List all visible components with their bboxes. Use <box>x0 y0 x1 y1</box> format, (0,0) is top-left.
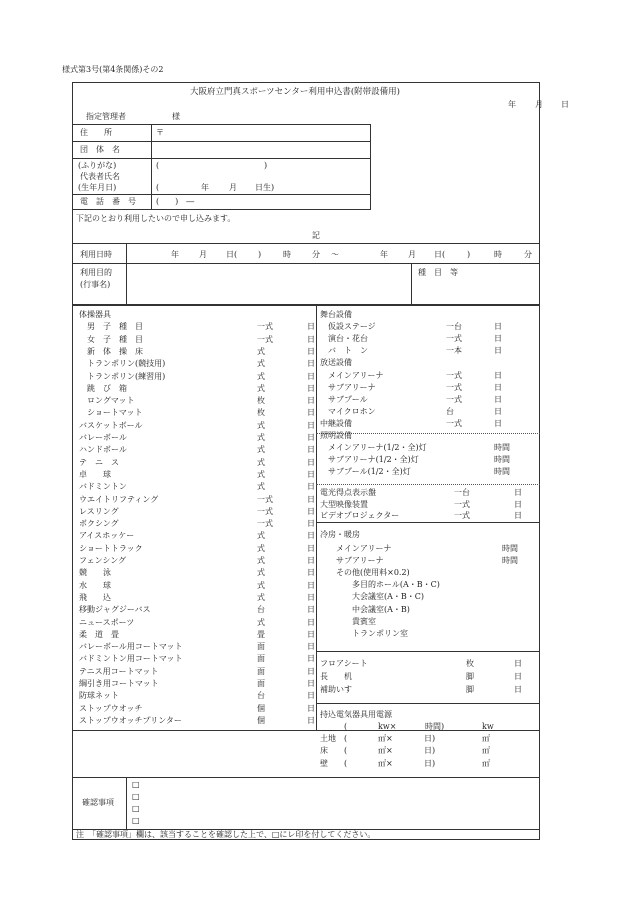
equipment-row-col-0: 競 泳 <box>79 568 111 578</box>
equipment-row-col-1: 式 <box>257 346 265 356</box>
manager-label: 指定管理者 <box>86 112 126 121</box>
power-row-col-3: 日) <box>424 734 436 743</box>
floor-row-col-0: フロアシート <box>320 659 368 668</box>
kw-unit: kw <box>482 722 494 731</box>
confirm-item-col-0: □ <box>132 804 140 813</box>
form-id: 様式第3号(第4条関係)その2 <box>62 65 164 74</box>
equipment-row-col-2: 日 <box>307 679 315 688</box>
dt1-year: 年 <box>171 250 179 259</box>
phone-label: 電 話 番 号 <box>80 197 136 206</box>
ki-heading: 記 <box>312 231 320 240</box>
equipment-row-col-2: 日 <box>307 445 315 455</box>
form-title: 大阪府立門真スポーツセンター利用申込書(附帯設備用) <box>190 87 400 97</box>
dob-month: 月 <box>229 183 237 192</box>
equipment-row-col-0: 跳 び 箱 <box>79 383 127 393</box>
equipment-row-col-2: 日 <box>307 519 315 529</box>
date-day: 日 <box>561 100 569 109</box>
stage-row-col-0: 演台・花台 <box>320 334 368 344</box>
dt1-day: 日( <box>226 250 238 259</box>
power-row-col-0: 床 <box>320 746 328 756</box>
equipment-row-col-1: 式 <box>257 445 265 455</box>
equipment-row-col-1: 台 <box>257 605 265 615</box>
equipment-row-col-0: 体操器具 <box>79 310 111 319</box>
stage-row-col-0: バ ト ン <box>320 346 368 356</box>
floor-row-col-2: 日 <box>514 685 522 694</box>
footnote: 注 「確認事項」欄は、該当することを確認した上で、□にレ印を付してください。 <box>76 830 376 839</box>
equipment-row-col-1: 一式 <box>257 506 273 516</box>
floor-equipment-list <box>320 658 538 698</box>
furigana-close: ) <box>264 161 268 170</box>
equipment-row-col-0: ロングマット <box>79 396 135 406</box>
power-heading: 持込電気器具用電源 <box>320 710 392 719</box>
power-row-col-2: ㎡× <box>378 746 393 756</box>
power-row-col-2: ㎡× <box>378 758 393 768</box>
equipment-row-col-2: 日 <box>307 359 315 369</box>
power-row-col-1: ( <box>344 746 348 756</box>
equipment-row-col-1: 式 <box>257 371 265 381</box>
aircon-row-col-0: トランポリン室 <box>320 628 408 638</box>
equipment-row-col-1: 式 <box>257 420 265 430</box>
stage-row-col-1: 一台 <box>446 322 462 332</box>
equipment-row-col-0: 移動ジャグジーバス <box>79 605 151 615</box>
aircon-row-col-1: 時間 <box>502 556 518 566</box>
aircon-list <box>320 543 538 643</box>
equipment-row-col-0: ウエイトリフティング <box>79 494 159 504</box>
datetime-label: 利用日時 <box>80 250 112 259</box>
display-row-col-1: 一式 <box>454 499 470 509</box>
display-row-col-2: 日 <box>514 488 522 497</box>
power-row-col-2: ㎡× <box>378 734 393 743</box>
power-row-col-0: 壁 <box>320 758 328 768</box>
equipment-row-col-1: 式 <box>257 556 265 565</box>
equipment-row-col-2: 日 <box>307 457 315 467</box>
equipment-row-col-1: 枚 <box>257 396 265 406</box>
stage-equipment-list <box>320 309 538 479</box>
equipment-row-col-1: 式 <box>257 482 265 492</box>
equipment-row-col-1: 式 <box>257 469 265 479</box>
equipment-row-col-0: フェンシング <box>79 556 127 565</box>
stage-row-col-1: 一式 <box>446 418 462 428</box>
equipment-row-col-1: 面 <box>257 666 265 676</box>
equipment-row-col-1: 式 <box>257 617 265 627</box>
phone-field[interactable]: ( ) ― <box>156 197 195 206</box>
equipment-row-col-0: ストップウオッチプリンター <box>79 715 182 725</box>
power-row-col-3: 日) <box>424 758 436 768</box>
stage-row-col-0: 中継設備 <box>320 418 352 428</box>
tilde: ～ <box>331 250 339 259</box>
confirm-items <box>132 779 532 829</box>
display-equipment-list <box>320 487 538 521</box>
furigana-open: ( <box>156 161 160 170</box>
equipment-row-col-2: 日 <box>307 494 315 504</box>
equipment-row-col-1: 一式 <box>257 334 273 344</box>
equipment-row-col-0: バレーボール用コートマット <box>79 642 183 652</box>
group-name-field[interactable] <box>156 146 366 155</box>
dt1-minute: 分 <box>312 250 320 259</box>
stage-row-col-1: 一本 <box>446 346 462 356</box>
dob-open: ( <box>156 183 160 192</box>
stage-row-col-2: 時間 <box>494 455 510 465</box>
equipment-row-col-2: 日 <box>307 691 315 701</box>
equipment-row-col-2: 日 <box>307 654 315 664</box>
display-row-col-0: 大型映像装置 <box>320 499 368 509</box>
power-row-col-1: ( <box>344 758 348 768</box>
equipment-row-col-0: ストップウオッチ <box>79 703 143 713</box>
stage-row-col-0: メインアリーナ <box>320 370 384 380</box>
aircon-row-col-0: 多目的ホール(A・B・C) <box>320 580 440 590</box>
equipment-row-col-2: 日 <box>307 592 315 602</box>
equipment-row-col-2: 日 <box>307 642 315 652</box>
equipment-row-col-0: 柔 道 畳 <box>79 629 119 639</box>
display-row-col-0: ビデオプロジェクター <box>320 511 400 520</box>
equipment-row-col-1: 式 <box>257 592 265 602</box>
kw-times: kw× <box>378 722 397 731</box>
equipment-row-col-1: 式 <box>257 531 265 541</box>
equipment-row-col-1: 個 <box>257 715 265 725</box>
stage-row-col-0: 仮設ステージ <box>320 322 376 332</box>
equipment-row-col-1: 式 <box>257 543 265 553</box>
address-label: 住 所 <box>80 128 112 137</box>
stage-row-col-0: メインアリーナ(1/2・全)灯 <box>320 443 427 453</box>
stage-row-col-0: 放送設備 <box>320 358 352 368</box>
dt1-month: 月 <box>199 250 207 259</box>
stage-row-col-2: 日 <box>494 406 502 416</box>
stage-row-col-1: 一式 <box>446 382 462 392</box>
floor-row-col-2: 日 <box>514 672 522 681</box>
dt1-hour: 時 <box>283 250 291 259</box>
aircon-row-col-0: 貴賓室 <box>320 616 376 626</box>
equipment-row-col-1: 一式 <box>257 322 273 332</box>
equipment-row-col-1: 一式 <box>257 519 273 529</box>
representative-label: 代表者氏名 <box>80 172 120 181</box>
stage-row-col-0: マイクロホン <box>320 406 376 416</box>
equipment-row-col-2: 日 <box>307 420 315 430</box>
address-field[interactable]: 〒 <box>156 128 164 137</box>
equipment-row-col-1: 枚 <box>257 408 265 418</box>
equipment-row-col-2: 日 <box>307 543 315 553</box>
aircon-row-col-0: その他(使用料×0.2) <box>320 568 410 578</box>
dt2-hour: 時 <box>494 250 502 259</box>
equipment-row-col-1: 式 <box>257 433 265 442</box>
dt2-day: 日( <box>434 250 446 259</box>
confirm-label: 確認事項 <box>82 798 114 807</box>
display-row-col-1: 一式 <box>454 511 470 520</box>
display-row-col-2: 日 <box>514 511 522 520</box>
equipment-row-col-0: トランポリン(競技用) <box>79 359 166 369</box>
equipment-row-col-0: バレーボール <box>79 433 127 442</box>
floor-row-col-0: 長 机 <box>320 672 352 681</box>
equipment-row-col-0: 防球ネット <box>79 691 119 701</box>
stage-row-col-0: サブプール(1/2・全)灯 <box>320 467 411 477</box>
confirm-item-col-0: □ <box>132 780 140 789</box>
equipment-row-col-2: 日 <box>307 408 315 418</box>
stage-row-col-2: 日 <box>494 346 502 356</box>
confirm-item-col-0: □ <box>132 816 140 825</box>
stage-row-col-2: 日 <box>494 334 502 344</box>
kw-open: ( <box>344 722 348 731</box>
stage-row-col-2: 日 <box>494 370 502 380</box>
equipment-row-col-1: 個 <box>257 703 265 713</box>
equipment-row-col-1: 式 <box>257 457 265 467</box>
sports-equipment-list <box>79 309 315 729</box>
floor-row-col-0: 補助いす <box>320 685 352 694</box>
aircon-row-col-0: 中会議室(A・B) <box>320 604 410 614</box>
equipment-row-col-0: 女 子 種 目 <box>79 334 143 344</box>
equipment-row-col-0: テニス用コートマット <box>79 666 159 676</box>
equipment-row-col-0: 卓 球 <box>79 469 111 479</box>
stage-row-col-2: 日 <box>494 382 502 392</box>
equipment-row-col-2: 日 <box>307 715 315 725</box>
stage-row-col-0: サブアリーナ(1/2・全)灯 <box>320 455 419 465</box>
intro-text: 下記のとおり利用したいので申し込みます。 <box>76 214 236 223</box>
type-label: 種 目 等 <box>418 268 458 277</box>
equipment-row-col-0: アイスホッケー <box>79 531 135 541</box>
equipment-row-col-2: 日 <box>307 482 315 492</box>
stage-row-col-1: 一式 <box>446 394 462 404</box>
equipment-row-col-0: 綱引き用コートマット <box>79 679 159 688</box>
stage-row-col-2: 時間 <box>494 443 510 453</box>
power-area-list <box>320 733 538 771</box>
equipment-row-col-0: レスリング <box>79 506 119 516</box>
power-row-col-0: 土地 <box>320 734 336 743</box>
equipment-row-col-0: バドミントン <box>79 482 127 492</box>
power-row-col-3: 日) <box>424 746 436 756</box>
floor-row-col-1: 脚 <box>466 685 474 694</box>
equipment-row-col-1: 畳 <box>257 629 265 639</box>
aircon-row-col-1: 時間 <box>502 544 518 553</box>
equipment-row-col-2: 日 <box>307 322 315 332</box>
group-name-label: 団 体 名 <box>80 145 120 154</box>
stage-row-col-1: 台 <box>446 406 454 416</box>
dob-day: 日生) <box>255 183 275 192</box>
equipment-row-col-2: 日 <box>307 629 315 639</box>
equipment-row-col-0: ショートマット <box>79 408 143 418</box>
power-row-col-4: ㎡ <box>482 734 490 743</box>
equipment-row-col-1: 式 <box>257 568 265 578</box>
equipment-row-col-2: 日 <box>307 703 315 713</box>
equipment-row-col-2: 日 <box>307 506 315 516</box>
power-row-col-4: ㎡ <box>482 746 490 756</box>
equipment-row-col-1: 式 <box>257 383 265 393</box>
equipment-row-col-2: 日 <box>307 433 315 442</box>
honorific: 様 <box>172 112 180 121</box>
stage-row-col-0: 照明設備 <box>320 431 352 440</box>
furigana-label: (ふりがな) <box>78 161 117 170</box>
equipment-row-col-0: ハンドボール <box>79 445 127 455</box>
aircon-heading: 冷房・暖房 <box>320 530 360 539</box>
kw-hours: 時間) <box>425 722 445 731</box>
equipment-row-col-2: 日 <box>307 383 315 393</box>
power-row-col-1: ( <box>344 734 348 743</box>
equipment-row-col-2: 日 <box>307 371 315 381</box>
aircon-row-col-0: サブアリーナ <box>320 556 384 566</box>
power-row-col-4: ㎡ <box>482 758 490 768</box>
purpose-label: 利用目的 <box>80 268 112 277</box>
stage-row-col-2: 時間 <box>494 467 510 477</box>
equipment-row-col-2: 日 <box>307 396 315 406</box>
dt2-month: 月 <box>408 250 416 259</box>
equipment-row-col-1: 一式 <box>257 494 273 504</box>
equipment-row-col-0: 男 子 種 目 <box>79 322 143 332</box>
stage-row-col-2: 日 <box>494 322 502 332</box>
stage-row-col-0: サブプール <box>320 394 368 404</box>
equipment-row-col-2: 日 <box>307 469 315 479</box>
floor-row-col-2: 日 <box>514 659 522 668</box>
equipment-row-col-0: ショートトラック <box>79 543 143 553</box>
equipment-row-col-0: 水 球 <box>79 580 111 590</box>
equipment-row-col-1: 面 <box>257 642 265 652</box>
equipment-row-col-2: 日 <box>307 334 315 344</box>
equipment-row-col-0: テ ニ ス <box>79 457 119 467</box>
equipment-row-col-1: 面 <box>257 679 265 688</box>
equipment-row-col-0: 新 体 操 床 <box>79 346 143 356</box>
equipment-row-col-2: 日 <box>307 617 315 627</box>
aircon-row-col-0: メインアリーナ <box>320 544 392 553</box>
floor-row-col-1: 枚 <box>466 659 474 668</box>
display-row-col-2: 日 <box>514 499 522 509</box>
dt2-year: 年 <box>380 250 388 259</box>
stage-row-col-2: 日 <box>494 418 502 428</box>
date-year: 年 <box>508 100 516 109</box>
equipment-row-col-2: 日 <box>307 605 315 615</box>
equipment-row-col-1: 式 <box>257 359 265 369</box>
equipment-row-col-2: 日 <box>307 580 315 590</box>
display-row-col-1: 一台 <box>454 488 470 497</box>
dt2-close: ) <box>467 250 471 259</box>
stage-row-col-0: 舞台設備 <box>320 310 352 319</box>
birthdate-label: (生年月日) <box>78 183 117 192</box>
equipment-row-col-1: 式 <box>257 580 265 590</box>
equipment-row-col-2: 日 <box>307 568 315 578</box>
equipment-row-col-0: 飛 込 <box>79 592 111 602</box>
confirm-item-col-0: □ <box>132 792 140 801</box>
equipment-row-col-0: バドミントン用コートマット <box>79 654 183 664</box>
equipment-row-col-0: バスケットボール <box>79 420 143 430</box>
dt2-minute: 分 <box>524 250 532 259</box>
floor-row-col-1: 脚 <box>466 672 474 681</box>
equipment-row-col-0: ニュースポーツ <box>79 617 135 627</box>
stage-row-col-1: 一式 <box>446 334 462 344</box>
equipment-row-col-0: トランポリン(練習用) <box>79 371 166 381</box>
date-month: 月 <box>535 100 543 109</box>
dob-year: 年 <box>201 183 209 192</box>
equipment-row-col-2: 日 <box>307 556 315 565</box>
aircon-row-col-0: 大会議室(A・B・C) <box>320 592 425 602</box>
equipment-row-col-0: ボクシング <box>79 519 119 529</box>
stage-row-col-0: サブアリーナ <box>320 382 376 392</box>
stage-row-col-2: 日 <box>494 394 502 404</box>
equipment-row-col-2: 日 <box>307 346 315 356</box>
stage-row-col-1: 一式 <box>446 370 462 380</box>
equipment-row-col-1: 面 <box>257 654 265 664</box>
display-row-col-0: 電光得点表示盤 <box>320 488 376 497</box>
dt1-close: ) <box>258 250 262 259</box>
purpose-sub-label: (行事名) <box>80 280 111 289</box>
equipment-row-col-1: 台 <box>257 691 265 701</box>
equipment-row-col-2: 日 <box>307 531 315 541</box>
equipment-row-col-2: 日 <box>307 666 315 676</box>
